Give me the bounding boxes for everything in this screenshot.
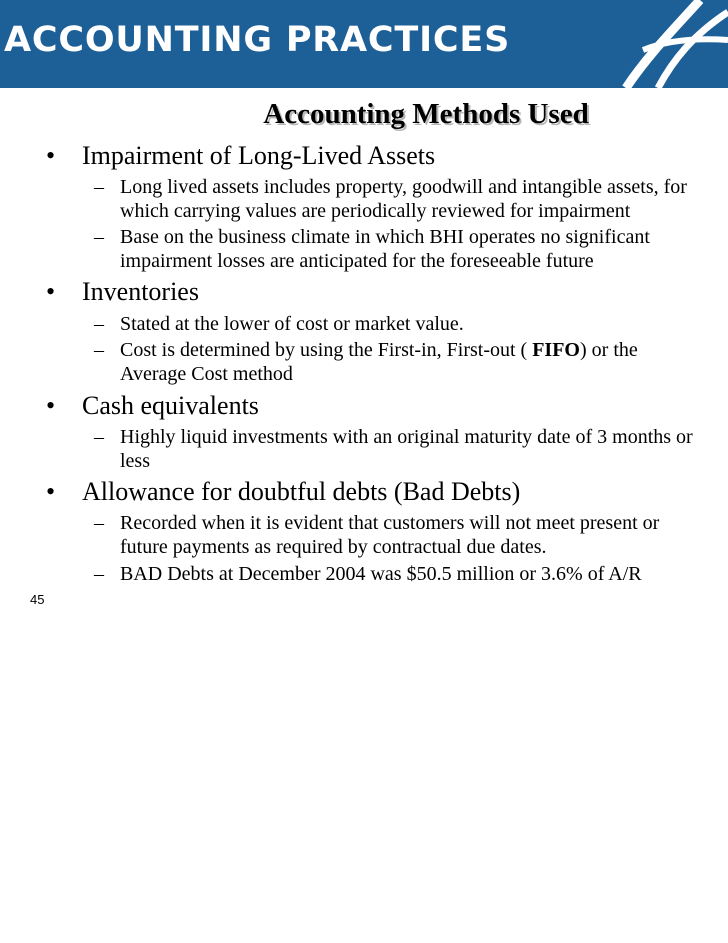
sub-bullet-text: Stated at the lower of cost or market value. [120, 313, 464, 335]
header-title: ACCOUNTING PRACTICES [4, 20, 511, 60]
sub-bullet: – Highly liquid investments with an original maturity date of 3 months or less [94, 426, 693, 472]
sub-bullet-text: Long lived assets includes property, goodwill and intangible assets, for [120, 176, 687, 198]
page-number: 45 [30, 592, 45, 607]
sub-bullet-text: Highly liquid investments with an original maturity date of 3 months or [120, 426, 693, 448]
bullet-marker: • [46, 277, 56, 306]
sub-bullet-text: Base on the business climate in which BHI operates no significant [120, 226, 650, 248]
bullet-text: Allowance for doubtful debts (Bad Debts) [82, 477, 521, 506]
sub-bullet: – Stated at the lower of cost or market value. [94, 313, 464, 335]
bullet-allowance-doubtful-debts [46, 478, 520, 506]
sub-bullet-text: Recorded when it is evident that customers will not meet present or [120, 512, 660, 534]
sub-bullet-text-continued: impairment losses are anticipated for the foreseeable future [120, 250, 594, 272]
sub-bullet-text-continued: less [120, 450, 150, 472]
bullet-text: Inventories [82, 277, 199, 306]
sub-bullet: – Base on the business climate in which BHI operates no significant impairment losses are anticipated for the foreseeable future [94, 226, 650, 272]
bullet-text: Cash equivalents [82, 391, 259, 420]
sub-bullet-text: Cost is determined by using the First-in, First-out ( [120, 339, 533, 361]
sub-bullet: – Recorded when it is evident that customers will not meet present or future payments as required by contractual due dates. [94, 512, 660, 558]
slide-title: Accounting Methods Used [263, 98, 589, 130]
bullet-marker: • [46, 391, 56, 420]
bullet-marker: • [46, 477, 56, 506]
bullet-inventories [46, 278, 199, 306]
sub-bullet: – Long lived assets includes property, goodwill and intangible assets, for which carrying values are periodically reviewed for impairment [94, 176, 687, 222]
bullet-text: Impairment of Long-Lived Assets [82, 141, 436, 170]
bullet-marker: • [46, 141, 56, 170]
fifo-emphasis: FIFO [532, 339, 580, 361]
bullet-cash-equivalents [46, 392, 259, 420]
bullet-impairment [46, 142, 435, 170]
sub-bullet: – BAD Debts at December 2004 was $50.5 million or 3.6% of A/R [94, 563, 642, 585]
sub-bullet-text-continued: future payments as required by contractual due dates. [120, 536, 547, 558]
sub-bullet-text: BAD Debts at December 2004 was $50.5 million or 3.6% of A/R [120, 563, 642, 585]
sub-bullet-text-continued: Average Cost method [120, 363, 293, 385]
sub-bullet-text-continued: which carrying values are periodically reviewed for impairment [120, 200, 631, 222]
sub-bullet: – Cost is determined by using the First-in, First-out ( FIFO) or the Average Cost method [94, 339, 638, 385]
